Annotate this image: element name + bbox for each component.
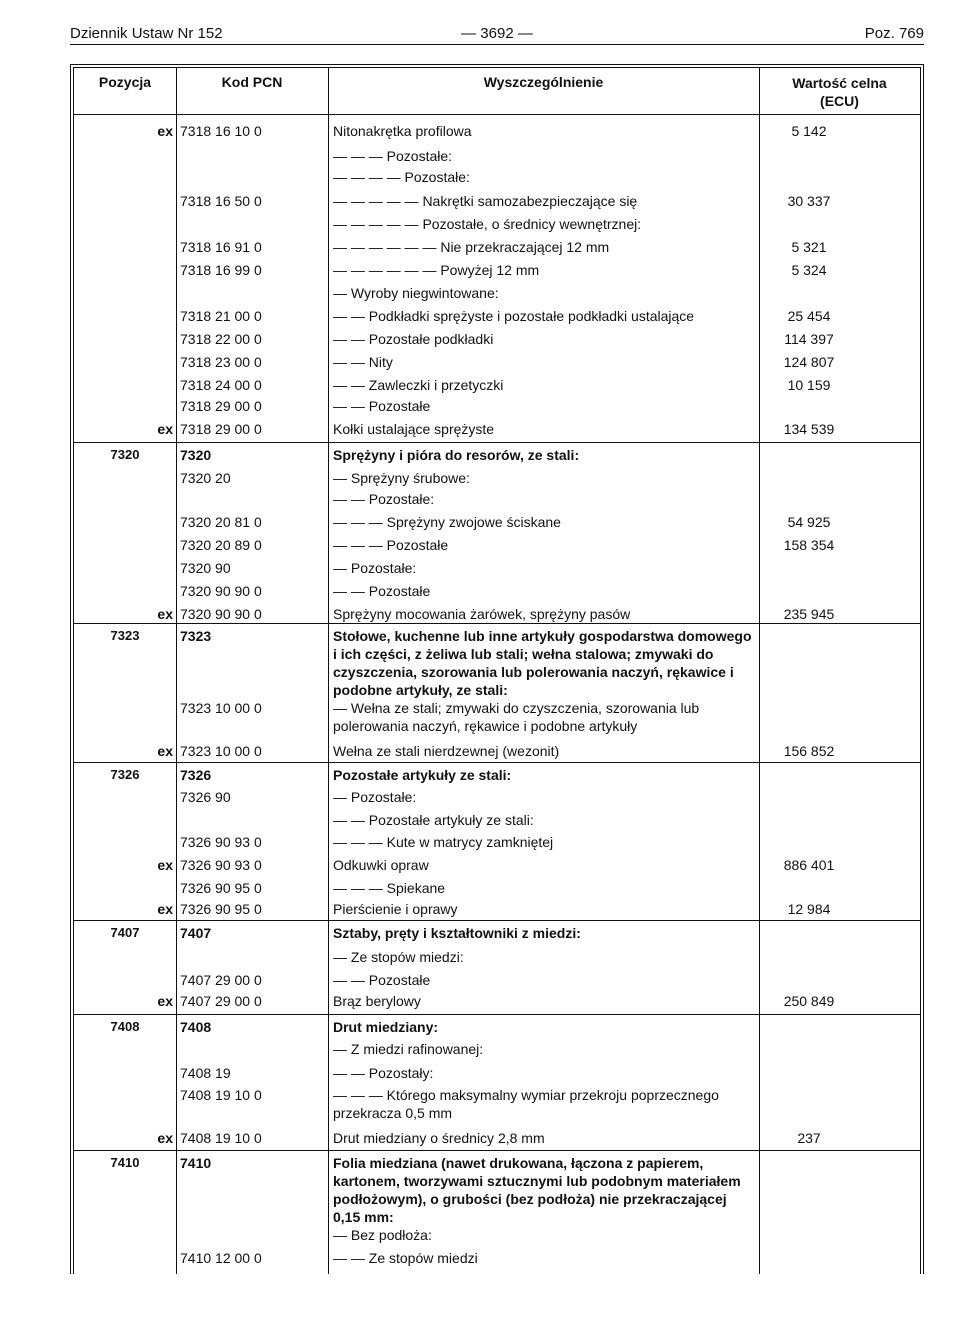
cell-wyszczegolnienie: Nitonakrętka profilowa xyxy=(333,123,472,139)
column-header-wartosc xyxy=(759,74,920,110)
cell-wyszczegolnienie: — — Nity xyxy=(333,354,393,370)
cell-ex-marker: ex xyxy=(157,901,173,917)
cell-wyszczegolnienie: — — Pozostałe: xyxy=(333,491,435,507)
cell-pozycja: 7326 xyxy=(110,767,140,782)
cell-wyszczegolnienie: — — — Pozostałe: xyxy=(333,148,453,164)
section-divider xyxy=(74,623,920,624)
cell-kod-pcn: 7326 90 95 0 xyxy=(180,880,262,896)
cell-kod-pcn: 7318 29 00 0 xyxy=(180,421,262,437)
cell-wyszczegolnienie: — Wyroby niegwintowane: xyxy=(333,285,499,301)
cell-pozycja: 7408 xyxy=(110,1019,140,1034)
cell-wyszczegolnienie: — — — — — — Nie przekraczającej 12 mm xyxy=(333,239,610,255)
cell-wyszczegolnienie: — Z miedzi rafinowanej: xyxy=(333,1041,484,1057)
cell-wyszczegolnienie: — Bez podłoża: xyxy=(333,1227,432,1243)
cell-wyszczegolnienie: — — — — — Pozostałe, o średnicy wewnętrznej: xyxy=(333,216,642,232)
cell-wyszczegolnienie: Sztaby, pręty i kształtowniki z miedzi: xyxy=(333,925,581,941)
cell-ex-marker: ex xyxy=(157,606,173,622)
cell-kod-pcn: 7407 29 00 0 xyxy=(180,993,262,1009)
cell-wyszczegolnienie: — — — — — Nakrętki samozabezpieczające się xyxy=(333,193,638,209)
cell-wyszczegolnienie: — — — — — — Powyżej 12 mm xyxy=(333,262,540,278)
cell-kod-pcn: 7320 20 89 0 xyxy=(180,537,262,553)
cell-wyszczegolnienie: — — Pozostałe xyxy=(333,398,431,414)
cell-kod-pcn: 7323 xyxy=(180,628,212,644)
column-header-kod: Kod PCN xyxy=(221,74,283,90)
cell-kod-pcn: 7326 xyxy=(180,767,212,783)
section-divider xyxy=(74,762,920,763)
cell-kod-pcn: 7408 xyxy=(180,1019,212,1035)
cell-kod-pcn: 7410 xyxy=(180,1155,212,1171)
cell-kod-pcn: 7408 19 10 0 xyxy=(180,1130,262,1146)
cell-ex-marker: ex xyxy=(157,743,173,759)
cell-ex-marker: ex xyxy=(157,421,173,437)
cell-kod-pcn: 7318 16 91 0 xyxy=(180,239,262,255)
cell-wyszczegolnienie: Odkuwki opraw xyxy=(333,857,429,873)
cell-wyszczegolnienie: — Wełna ze stali; zmywaki do czyszczenia, szorowania lub polerowania naczyń, rękawice i podobne artykuły xyxy=(333,700,700,734)
cell-wyszczegolnienie: Pozostałe artykuły ze stali: xyxy=(333,767,512,783)
cell-kod-pcn: 7408 19 10 0 xyxy=(180,1087,262,1103)
cell-kod-pcn: 7323 10 00 0 xyxy=(180,743,262,759)
cell-kod-pcn: 7320 90 xyxy=(180,560,231,576)
header-divider xyxy=(74,114,920,115)
cell-wyszczegolnienie: — — — Spiekane xyxy=(333,880,446,896)
header-rule xyxy=(70,44,924,45)
cell-kod-pcn: 7318 29 00 0 xyxy=(180,398,262,414)
cell-wyszczegolnienie: Stołowe, kuchenne lub inne artykuły gospodarstwa domowego i ich części, z żeliwa lub stali; wełna stalowa; zmywaki do czyszczenia, szorowania lub polerowania naczyń, rękawice i podobne artykuły, ze stali: xyxy=(333,628,752,698)
cell-kod-pcn: 7320 xyxy=(180,447,212,463)
cell-wyszczegolnienie: — — — — Pozostałe: xyxy=(333,169,470,185)
cell-wyszczegolnienie: Drut miedziany o średnicy 2,8 mm xyxy=(333,1130,545,1146)
cell-wartosc-celna: 114 397 xyxy=(784,331,834,347)
cell-kod-pcn: 7320 90 90 0 xyxy=(180,583,262,599)
cell-wartosc-celna: 54 925 xyxy=(787,514,831,530)
cell-wyszczegolnienie: — Ze stopów miedzi: xyxy=(333,949,464,965)
cell-ex-marker: ex xyxy=(157,857,173,873)
cell-kod-pcn: 7326 90 95 0 xyxy=(180,901,262,917)
cell-wyszczegolnienie: — — Pozostałe podkładki xyxy=(333,331,494,347)
cell-wartosc-celna: 235 945 xyxy=(783,606,835,622)
cell-kod-pcn: 7410 12 00 0 xyxy=(180,1250,262,1266)
cell-wartosc-celna: 12 984 xyxy=(787,901,831,917)
cell-kod-pcn: 7318 16 99 0 xyxy=(180,262,262,278)
cell-kod-pcn: 7318 16 50 0 xyxy=(180,193,262,209)
customs-table xyxy=(70,64,924,1274)
cell-wyszczegolnienie: — — Pozostałe artykuły ze stali: xyxy=(333,812,534,828)
cell-wyszczegolnienie: Pierścienie i oprawy xyxy=(333,901,458,917)
cell-kod-pcn: 7320 90 90 0 xyxy=(180,606,262,622)
cell-wyszczegolnienie: — Pozostałe: xyxy=(333,789,417,805)
cell-wyszczegolnienie: Wełna ze stali nierdzewnej (wezonit) xyxy=(333,743,560,759)
cell-wyszczegolnienie: Sprężyny i pióra do resorów, ze stali: xyxy=(333,447,580,463)
cell-wartosc-celna: 237 xyxy=(797,1130,821,1146)
cell-wartosc-celna: 5 324 xyxy=(791,262,827,278)
table-body xyxy=(74,116,920,1274)
column-header-wartosc-line2: (ECU) xyxy=(820,93,859,109)
column-header-wyszczegolnienie: Wyszczególnienie xyxy=(483,74,604,90)
cell-kod-pcn: 7408 19 xyxy=(180,1065,231,1081)
cell-kod-pcn: 7407 xyxy=(180,925,212,941)
cell-wyszczegolnienie: — Sprężyny śrubowe: xyxy=(333,470,470,486)
cell-wyszczegolnienie: — — — Kute w matrycy zamkniętej xyxy=(333,834,554,850)
cell-kod-pcn: 7320 20 xyxy=(180,470,231,486)
cell-kod-pcn: 7318 23 00 0 xyxy=(180,354,262,370)
cell-wyszczegolnienie: — — — Którego maksymalny wymiar przekroju poprzecznego przekracza 0,5 mm xyxy=(333,1087,719,1121)
cell-wyszczegolnienie: Kołki ustalające sprężyste xyxy=(333,421,495,437)
cell-wyszczegolnienie: — — Podkładki sprężyste i pozostałe podkładki ustalające xyxy=(333,308,695,324)
position-number: Poz. 769 xyxy=(864,24,924,42)
cell-ex-marker: ex xyxy=(157,1130,173,1146)
cell-wartosc-celna: 124 807 xyxy=(783,354,835,370)
cell-wartosc-celna: 156 852 xyxy=(783,743,835,759)
cell-wartosc-celna: 134 539 xyxy=(783,421,835,437)
section-divider xyxy=(74,1150,920,1151)
cell-kod-pcn: 7407 29 00 0 xyxy=(180,972,262,988)
cell-wyszczegolnienie: — — Pozostałe xyxy=(333,583,431,599)
cell-kod-pcn: 7318 21 00 0 xyxy=(180,308,262,324)
column-header-pozycja: Pozycja xyxy=(98,74,152,90)
cell-wartosc-celna: 158 354 xyxy=(783,537,835,553)
cell-wyszczegolnienie: — — — Sprężyny zwojowe ściskane xyxy=(333,514,561,530)
cell-wartosc-celna: 5 142 xyxy=(791,123,827,139)
section-divider xyxy=(74,1014,920,1015)
cell-kod-pcn: 7318 24 00 0 xyxy=(180,377,262,393)
cell-kod-pcn: 7323 10 00 0 xyxy=(180,700,262,716)
cell-wyszczegolnienie: — — Pozostałe xyxy=(333,972,431,988)
cell-wyszczegolnienie: — — Ze stopów miedzi xyxy=(333,1250,478,1266)
cell-pozycja: 7320 xyxy=(110,447,140,462)
cell-kod-pcn: 7326 90 93 0 xyxy=(180,834,262,850)
cell-wartosc-celna: 30 337 xyxy=(787,193,831,209)
cell-pozycja: 7323 xyxy=(110,628,140,643)
cell-wyszczegolnienie: — Pozostałe: xyxy=(333,560,417,576)
cell-wartosc-celna: 886 401 xyxy=(783,857,835,873)
cell-wyszczegolnienie: Brąz berylowy xyxy=(333,993,421,1009)
page-number: — 3692 — xyxy=(461,24,533,42)
cell-wartosc-celna: 25 454 xyxy=(787,308,831,324)
section-divider xyxy=(74,442,920,443)
journal-name: Dziennik Ustaw Nr 152 xyxy=(70,24,223,42)
cell-wyszczegolnienie: — — Pozostały: xyxy=(333,1065,434,1081)
cell-wyszczegolnienie: — — — Pozostałe xyxy=(333,537,449,553)
page-header xyxy=(70,22,924,44)
cell-ex-marker: ex xyxy=(157,993,173,1009)
cell-kod-pcn: 7318 22 00 0 xyxy=(180,331,262,347)
cell-wartosc-celna: 10 159 xyxy=(787,377,831,393)
cell-kod-pcn: 7320 20 81 0 xyxy=(180,514,262,530)
cell-kod-pcn: 7326 90 93 0 xyxy=(180,857,262,873)
section-divider xyxy=(74,920,920,921)
cell-wyszczegolnienie: Folia miedziana (nawet drukowana, łączona z papierem, kartonem, tworzywami sztucznymi lub podobnym materiałem podłożowym), o grubości (bez podłoża) nie przekraczającej 0,15 mm: xyxy=(333,1155,741,1225)
cell-wyszczegolnienie: Sprężyny mocowania żarówek, sprężyny pasów xyxy=(333,606,631,622)
cell-pozycja: 7407 xyxy=(110,925,140,940)
cell-wartosc-celna: 250 849 xyxy=(783,993,835,1009)
cell-ex-marker: ex xyxy=(157,123,173,139)
cell-kod-pcn: 7326 90 xyxy=(180,789,231,805)
cell-kod-pcn: 7318 16 10 0 xyxy=(180,123,262,139)
cell-wyszczegolnienie: — — Zawleczki i przetyczki xyxy=(333,377,504,393)
cell-wartosc-celna: 5 321 xyxy=(791,239,827,255)
column-header-wartosc-line1: Wartość celna xyxy=(792,75,887,91)
cell-pozycja: 7410 xyxy=(110,1155,140,1170)
cell-wyszczegolnienie: Drut miedziany: xyxy=(333,1019,439,1035)
